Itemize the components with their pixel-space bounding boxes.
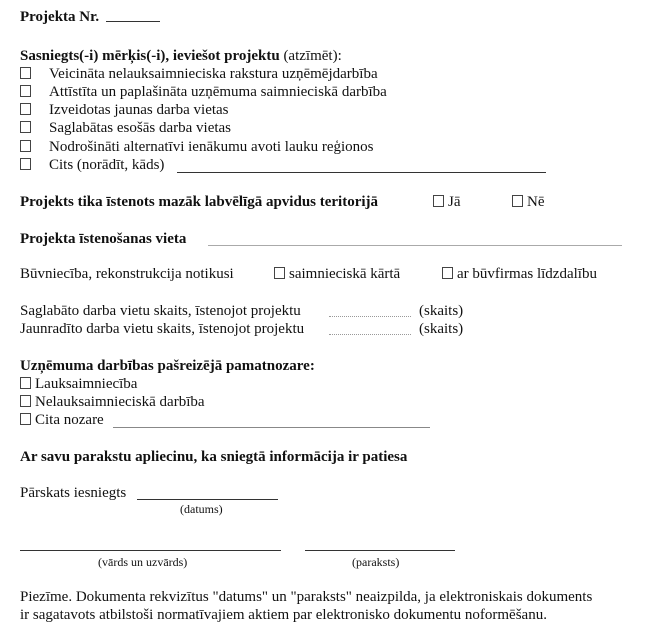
goals-heading	[20, 47, 342, 65]
goal-item[interactable]	[20, 83, 387, 101]
lfa-yes-label: Jā	[448, 194, 461, 210]
checkbox-icon[interactable]	[512, 195, 523, 207]
other-goal-field[interactable]	[177, 172, 546, 173]
sector-label: Cita nozare	[35, 412, 104, 428]
goal-label: Veicināta nelauksaimnieciska rakstura uzņēmējdarbība	[49, 66, 378, 82]
project-number-row	[20, 8, 99, 26]
saved-jobs-label: Saglabāto darba vietu skaits, īstenojot projektu	[20, 303, 301, 319]
checkbox-icon[interactable]	[20, 413, 31, 425]
option-label: ar būvfirmas līdzdalību	[457, 266, 597, 282]
goal-label: Saglabātas esošās darba vietas	[49, 120, 232, 136]
lfa-label: Projekts tika īstenots mazāk labvēlīgā apvidus teritorijā	[20, 194, 379, 210]
created-jobs-unit: (skaits)	[419, 321, 464, 337]
goal-label: Attīstīta un paplašināta uzņēmuma saimnieciskā darbība	[49, 84, 387, 100]
checkbox-icon[interactable]	[20, 103, 31, 115]
checkbox-icon[interactable]	[442, 267, 453, 279]
checkbox-icon[interactable]	[20, 377, 31, 389]
other-sector-field[interactable]	[113, 427, 430, 428]
checkbox-icon[interactable]	[20, 121, 31, 133]
note-line-1: Piezīme. Dokumenta rekvizītus "datums" un "paraksts" neaizpilda, ja elektroniskais dokuments	[20, 589, 593, 605]
sector-item[interactable]	[20, 411, 104, 429]
note-line-2: ir sagatavots atbilstoši normatīvajiem aktiem par elektronisko dokumentu noformēšanu.	[20, 607, 547, 623]
option-label: saimnieciskā kārtā	[289, 266, 401, 282]
lfa-yes[interactable]	[433, 193, 461, 211]
sector-label: Lauksaimniecība	[35, 376, 138, 392]
created-jobs-label: Jaunradīto darba vietu skaits, īstenojot projektu	[20, 321, 305, 337]
submitted-date-field[interactable]	[137, 499, 278, 500]
checkbox-icon[interactable]	[20, 158, 31, 170]
goals-heading-note: (atzīmēt):	[283, 48, 342, 64]
goal-label: Nodrošināti alternatīvi ienākumu avoti lauku reģionos	[49, 139, 374, 155]
goal-item[interactable]	[20, 138, 374, 156]
declaration: Ar savu parakstu apliecinu, ka sniegtā informācija ir patiesa	[20, 449, 408, 465]
goal-item[interactable]	[20, 65, 378, 83]
created-jobs-field[interactable]	[329, 334, 411, 335]
sector-heading: Uzņēmuma darbības pašreizējā pamatnozare:	[20, 358, 315, 374]
goal-item[interactable]	[20, 156, 164, 174]
construction-option-firm[interactable]	[442, 265, 597, 283]
location-field[interactable]	[208, 245, 622, 246]
checkbox-icon[interactable]	[20, 395, 31, 407]
project-number-field[interactable]	[106, 21, 160, 22]
saved-jobs-unit: (skaits)	[419, 303, 464, 319]
construction-label: Būvniecība, rekonstrukcija notikusi	[20, 266, 234, 282]
lfa-no[interactable]	[512, 193, 545, 211]
lfa-no-label: Nē	[527, 194, 545, 210]
submitted-label: Pārskats iesniegts	[20, 485, 127, 501]
sector-item[interactable]	[20, 393, 205, 411]
location-label: Projekta īstenošanas vieta	[20, 231, 187, 247]
signature-field[interactable]	[305, 550, 455, 551]
checkbox-icon[interactable]	[20, 140, 31, 152]
saved-jobs-field[interactable]	[329, 316, 411, 317]
checkbox-icon[interactable]	[433, 195, 444, 207]
goal-label: Izveidotas jaunas darba vietas	[49, 102, 229, 118]
construction-option-own[interactable]	[274, 265, 400, 283]
goals-heading-text: Sasniegts(-i) mērķis(-i), ieviešot projektu	[20, 48, 280, 64]
sector-label: Nelauksaimnieciskā darbība	[35, 394, 205, 410]
signature-caption: (paraksts)	[352, 555, 400, 569]
goal-item[interactable]	[20, 119, 231, 137]
goal-item[interactable]	[20, 101, 229, 119]
name-caption: (vārds un uzvārds)	[98, 555, 188, 569]
project-number-label: Projekta Nr.	[20, 9, 100, 25]
checkbox-icon[interactable]	[20, 85, 31, 97]
sector-item[interactable]	[20, 375, 137, 393]
checkbox-icon[interactable]	[20, 67, 31, 79]
name-field[interactable]	[20, 550, 281, 551]
checkbox-icon[interactable]	[274, 267, 285, 279]
date-caption: (datums)	[180, 502, 223, 516]
goal-label: Cits (norādīt, kāds)	[49, 157, 165, 173]
